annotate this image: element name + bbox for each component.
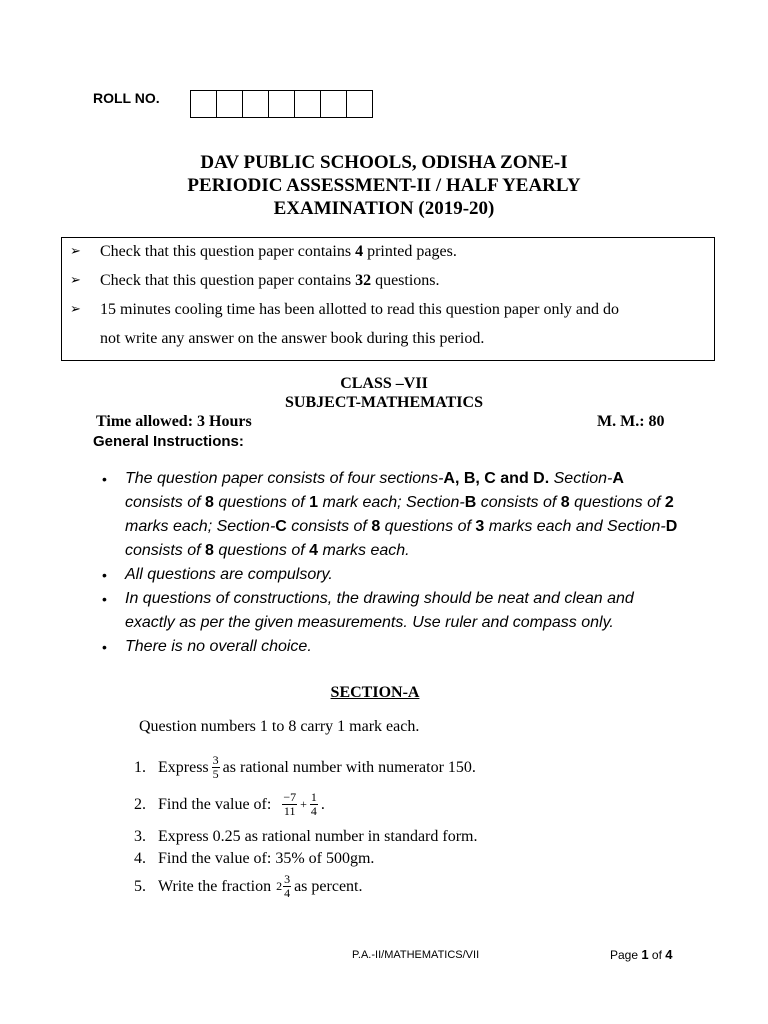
time-allowed: Time allowed: 3 Hours xyxy=(96,413,252,430)
fraction: $\frac{3}{5}$ xyxy=(212,753,219,781)
bullet-icon: • xyxy=(102,567,107,583)
notice-box: ➢ Check that this question paper contains 4 printed pages. ➢ Check that this question paper contains 32 questions. ➢ 15 minutes cooling time has been allotted to read this question paper only and do not write any answer on the answer book during this period. xyxy=(61,237,715,361)
instruction-item: • All questions are compulsory. xyxy=(125,563,685,587)
max-marks: M. M.: 80 xyxy=(597,413,665,430)
instruction-item: • The question paper consists of four sections-A, B, C and D. Section-A consists of 8 questions of 1 mark each; Section-B consists of 8 questions of 2 marks each; Section-C consists of 8 questions of 3 marks each and Section-D consists of 8 questions of 4 marks each. xyxy=(125,467,685,563)
section-a-heading: SECTION-A xyxy=(330,684,420,701)
roll-no-label: ROLL NO. xyxy=(93,90,160,106)
general-instructions-list xyxy=(102,467,685,659)
instruction-item: • There is no overall choice. xyxy=(125,635,685,659)
subject-heading: SUBJECT-MATHEMATICS xyxy=(285,394,483,411)
title-line-1: DAV PUBLIC SCHOOLS, ODISHA ZONE-I xyxy=(200,152,568,173)
instruction-item: • In questions of constructions, the drawing should be neat and clean and exactly as per the given measurements. Use ruler and compass only. xyxy=(125,587,685,635)
arrow-bullet-icon: ➢ xyxy=(70,301,81,316)
roll-no-cell[interactable] xyxy=(346,90,373,118)
roll-no-cell[interactable] xyxy=(320,90,347,118)
question-5: 5. Write the fraction 2 $\frac{3}{4}$ as percent. xyxy=(134,872,363,900)
fraction: $\frac{3}{4}$ xyxy=(284,872,291,900)
bullet-icon: • xyxy=(102,471,107,487)
arrow-bullet-icon: ➢ xyxy=(70,243,81,258)
roll-no-cell[interactable] xyxy=(190,90,217,118)
exam-title xyxy=(0,151,768,220)
footer-page-number: Page 1 of 4 xyxy=(610,947,673,962)
section-a-note: Question numbers 1 to 8 carry 1 mark each. xyxy=(139,718,420,735)
arrow-bullet-icon: ➢ xyxy=(70,272,81,287)
general-instructions-heading: General Instructions: xyxy=(93,433,244,450)
fraction: $\frac{1}{4}$ xyxy=(310,790,317,818)
class-heading: CLASS –VII xyxy=(340,375,428,392)
roll-no-cell[interactable] xyxy=(294,90,321,118)
roll-no-cell[interactable] xyxy=(242,90,269,118)
question-3: 3. Express 0.25 as rational number in standard form. xyxy=(134,828,478,845)
question-2: 2. Find the value of: $\frac{-7}{11}$ + $\frac{1}{4}$ . xyxy=(134,790,325,818)
question-1: 1. Express $\frac{3}{5}$ as rational number with numerator 150. xyxy=(134,753,476,781)
footer-paper-code: P.A.-II/MATHEMATICS/VII xyxy=(352,949,480,961)
bullet-icon: • xyxy=(102,591,107,607)
bullet-icon: • xyxy=(102,639,107,655)
fraction: $\frac{-7}{11}$ xyxy=(283,790,297,818)
roll-no-cell[interactable] xyxy=(216,90,243,118)
question-4: 4. Find the value of: 35% of 500gm. xyxy=(134,850,375,867)
roll-no-boxes[interactable] xyxy=(190,90,373,118)
title-line-3: EXAMINATION (2019-20) xyxy=(273,198,495,219)
roll-no-cell[interactable] xyxy=(268,90,295,118)
title-line-2: PERIODIC ASSESSMENT-II / HALF YEARLY xyxy=(187,175,581,196)
